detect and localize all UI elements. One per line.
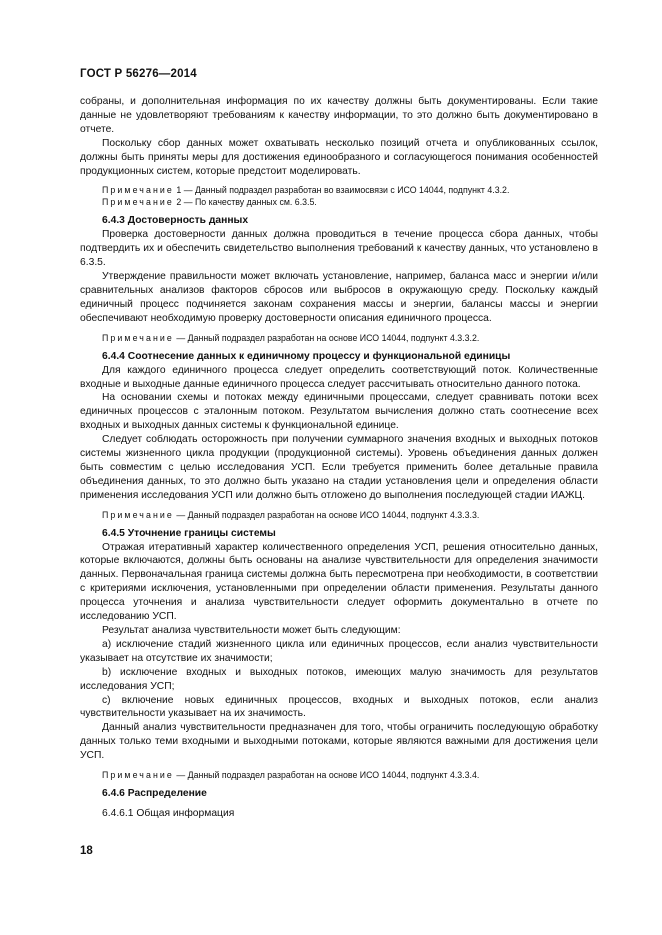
section-heading: 6.4.6 Распределение [102, 788, 207, 800]
note [80, 509, 598, 521]
paragraph: Данный анализ чувствительности предназначен для того, чтобы ограничить последующую обработку данных только теми входными и выходными потоками, которые являются важными для достижения цели УСП. [80, 722, 598, 762]
paragraph: Отражая итеративный характер количественного определения УСП, решения относительно данных, которые включаются, должны быть основаны на анализе чувствительности для определения значимости данных. Первоначальная граница системы должна быть пересмотрена при необходимости, в соответствии с критериями исключения, установленными при определении области применения. Результаты данного процесса уточнения и анализа чувствительности следует оформить документально в отчете по исследованию УСП. [80, 541, 598, 623]
section-heading: 6.4.5 Уточнение границы системы [102, 527, 276, 539]
paragraph: На основании схемы и потоках между единичными процессами, следует сравнивать потоки всех единичных процессов с эталонным потоком. Результатом вычисления должно стать соотнесение всех входных и выходных данных системы к функциональной единице. [80, 392, 598, 432]
paragraph: Поскольку сбор данных может охватывать несколько позиций отчета и опубликованных ссылок, должны быть приняты меры для достижения единообразного и согласующегося понимания особенностей продукционных систем, которые предстоит моделировать. [80, 137, 598, 177]
note-label: Примечание [102, 332, 174, 343]
note [80, 196, 598, 208]
paragraph: Результат анализа чувствительности может быть следующим: [102, 625, 401, 636]
list-item: b) исключение входных и выходных потоков, имеющих малую значимость для результатов исследования УСП; [80, 666, 598, 692]
page-header-standard-id: ГОСТ Р 56276—2014 [80, 68, 197, 80]
note [80, 184, 598, 196]
note-label: Примечание [102, 185, 174, 196]
paragraph: собраны, и дополнительная информация по их качеству должны быть документированы. Если такие данные не удовлетворяют требованиям к качеству информации, то это должно быть документировано в отчете. [80, 96, 598, 135]
note-text: 2 — По качеству данных см. 6.3.5. [173, 197, 317, 208]
section-heading: 6.4.4 Соотнесение данных к единичному процессу и функциональной единицы [102, 350, 511, 362]
note-text: 1 — Данный подраздел разработан во взаимосвязи с ИСО 14044, подпункт 4.3.2. [173, 185, 510, 196]
section-heading: 6.4.3 Достоверность данных [102, 215, 249, 227]
note-label: Примечание [102, 509, 174, 520]
note-text: — Данный подраздел разработан на основе ИСО 14044, подпункт 4.3.3.4. [173, 770, 480, 781]
note-label: Примечание [102, 197, 174, 208]
list-item: c) включение новых единичных процессов, входных и выходных потоков, если анализ чувствительности указывает на их значимость. [80, 694, 598, 720]
note-text: — Данный подраздел разработан на основе ИСО 14044, подпункт 4.3.3.2. [173, 332, 480, 343]
paragraph: Следует соблюдать осторожность при получении суммарного значения входных и выходных потоков системы жизненного цикла продукции (продукционной системы). Уровень объединения данных должен быть совместим с целью исследования УСП. Если требуется применить более детальные правила объединения данных, то это должно быть указано на стадии установления цели и определения области применения исследования УСП или должно быть отложено до выполнения последующей стадии ИАЖЦ. [80, 434, 598, 501]
paragraph: Утверждение правильности может включать установление, например, баланса масс и энергии и/или сравнительных анализов факторов сбросов или выбросов в окружающую среду. Поскольку каждый единичный процесс подчиняется законам сохранения массы и энергии, балансы массы и энергии обеспечивают необходимую проверку достоверности описания единичного процесса. [80, 271, 598, 324]
page-number: 18 [80, 845, 93, 857]
paragraph: Проверка достоверности данных должна проводиться в течение процесса сбора данных, чтобы подтвердить их и обеспечить свидетельство выполнения требований к качеству данных, что установлено в 6.3.5. [80, 229, 598, 269]
page-content [80, 95, 598, 821]
list-item: a) исключение стадий жизненного цикла или единичных процессов, если анализ чувствительности указывает на отсутствие их значимости; [80, 638, 598, 664]
note-label: Примечание [102, 770, 174, 781]
subsection-heading: 6.4.6.1 Общая информация [102, 807, 235, 819]
paragraph: Для каждого единичного процесса следует определить соответствующий поток. Количественные входные и выходные данные единичного процесса следует рассчитывать относительно данного потока. [80, 364, 598, 390]
note [80, 332, 598, 344]
note-text: — Данный подраздел разработан на основе ИСО 14044, подпункт 4.3.3.3. [173, 509, 480, 520]
note [80, 769, 598, 781]
